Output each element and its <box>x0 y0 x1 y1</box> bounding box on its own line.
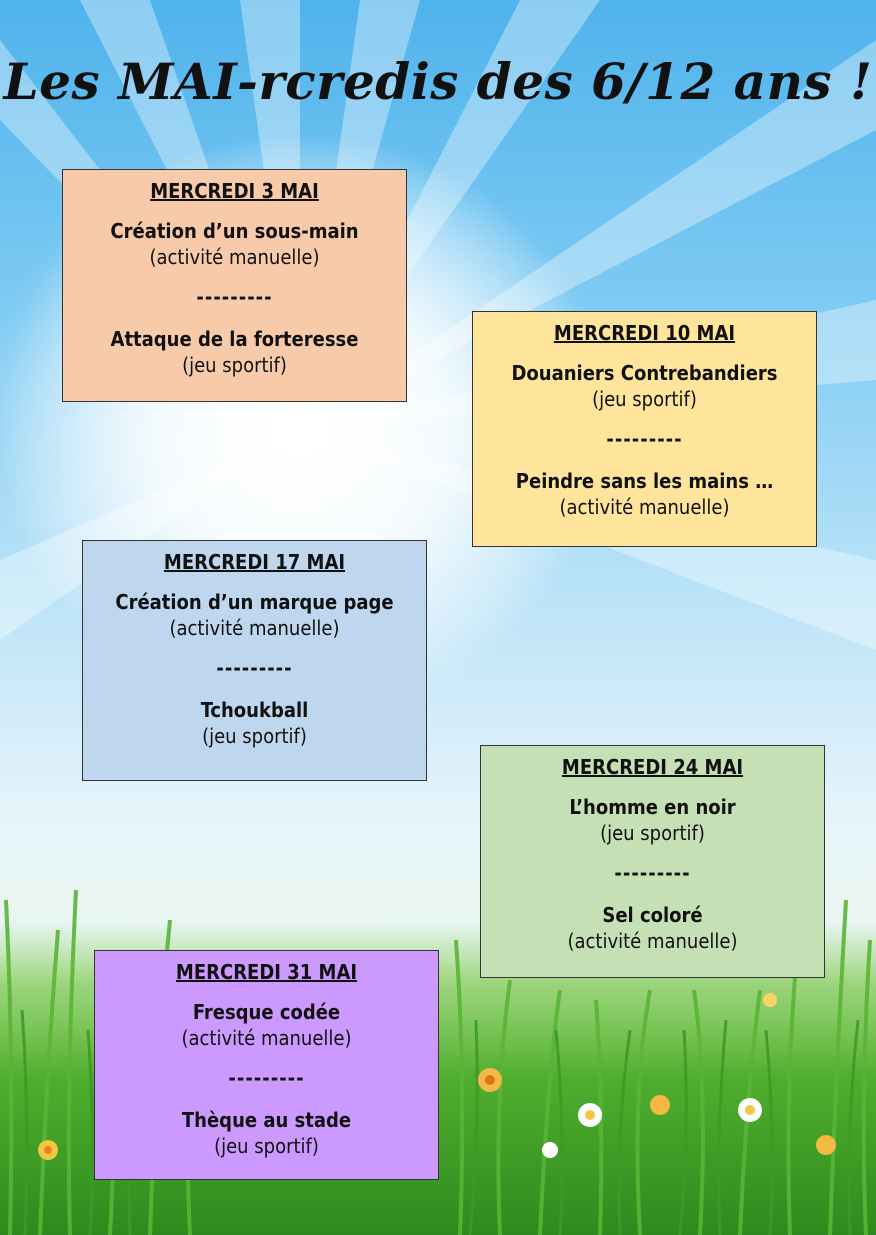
activity-name: Tchoukball <box>200 698 309 722</box>
day-card-24-mai <box>480 745 825 978</box>
activity-type: (jeu sportif) <box>182 353 287 377</box>
activity-name: Création d’un marque page <box>115 590 394 614</box>
activity-type: (jeu sportif) <box>592 387 697 411</box>
day-card-17-mai <box>82 540 427 781</box>
activity-type: (jeu sportif) <box>600 821 705 845</box>
activity-name: Thèque au stade <box>181 1108 352 1132</box>
activity-name: Douaniers Contrebandiers <box>511 361 778 385</box>
day-date: MERCREDI 31 MAI <box>175 960 358 984</box>
activity-type: (activité manuelle) <box>149 245 320 269</box>
activity-name: Attaque de la forteresse <box>110 327 359 351</box>
day-date: MERCREDI 10 MAI <box>553 321 736 345</box>
page-title: Les MAI-rcredis des 6/12 ans ! <box>3 52 873 111</box>
day-card-10-mai <box>472 311 817 547</box>
activity-name: Sel coloré <box>602 903 703 927</box>
activity-type: (activité manuelle) <box>181 1026 352 1050</box>
activity-separator: --------- <box>614 861 691 885</box>
activity-name: L’homme en noir <box>569 795 736 819</box>
activity-type: (activité manuelle) <box>567 929 738 953</box>
activity-type: (jeu sportif) <box>214 1134 319 1158</box>
activity-name: Peindre sans les mains … <box>515 469 774 493</box>
activity-name: Fresque codée <box>192 1000 341 1024</box>
activity-separator: --------- <box>196 285 273 309</box>
activity-type: (activité manuelle) <box>559 495 730 519</box>
day-card-31-mai <box>94 950 439 1180</box>
activity-name: Création d’un sous-main <box>110 219 359 243</box>
activity-separator: --------- <box>606 427 683 451</box>
day-date: MERCREDI 3 MAI <box>150 179 319 203</box>
activity-separator: --------- <box>216 656 293 680</box>
activity-type: (activité manuelle) <box>169 616 340 640</box>
day-date: MERCREDI 17 MAI <box>163 550 346 574</box>
activity-separator: --------- <box>228 1066 305 1090</box>
day-card-3-mai <box>62 169 407 402</box>
day-date: MERCREDI 24 MAI <box>561 755 744 779</box>
activity-type: (jeu sportif) <box>202 724 307 748</box>
